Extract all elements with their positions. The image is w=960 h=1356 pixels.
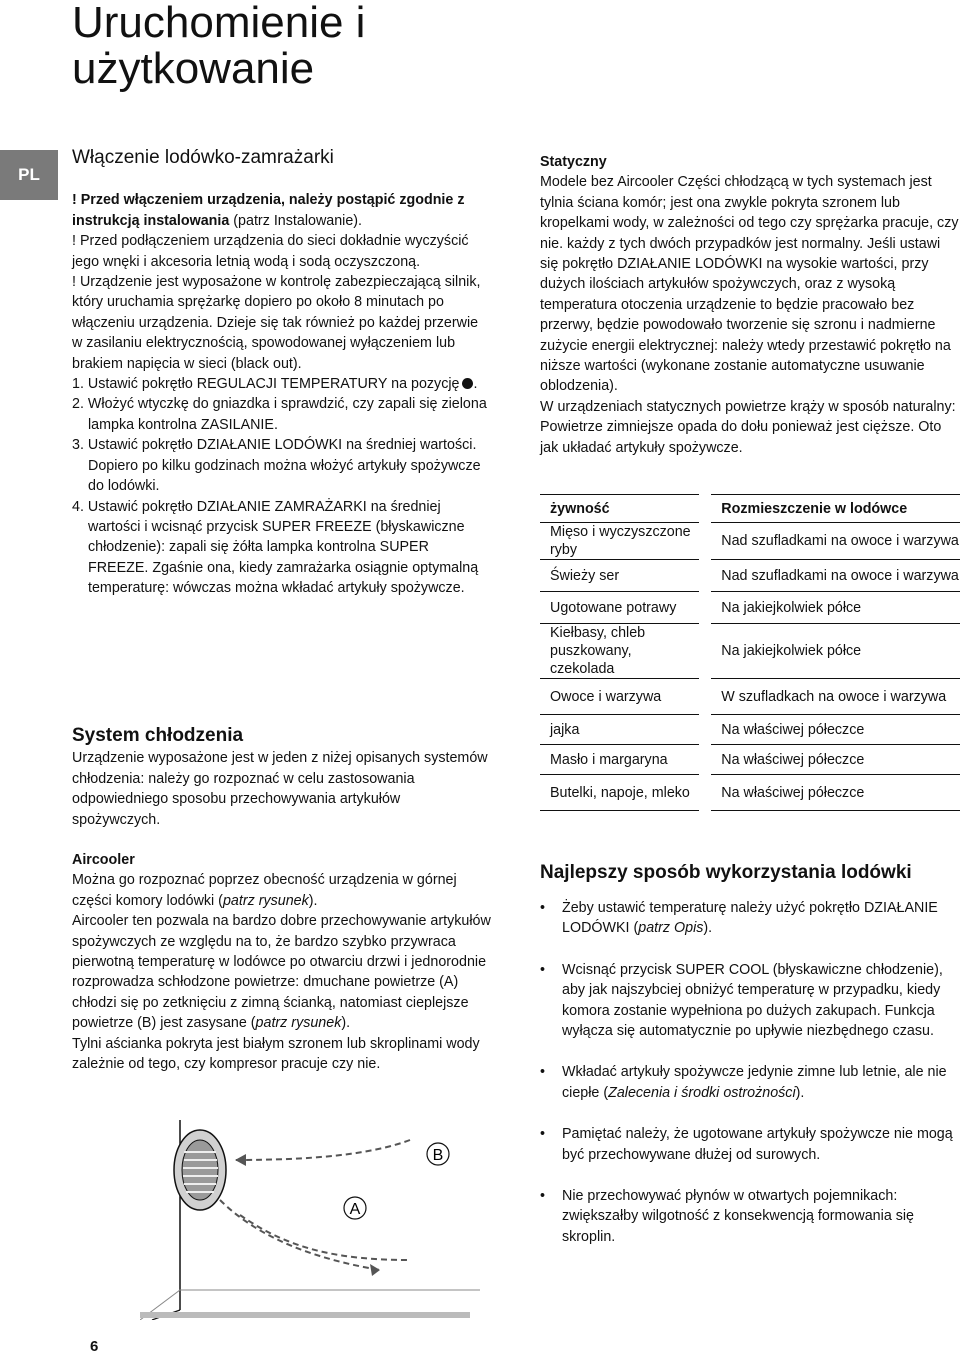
warning-clean: ! Przed podłączeniem urządzenia do sieci dokładnie wyczyścić jego wnęki i akcesoria letnią wodą i sodą oczyszczoną. — [72, 233, 469, 270]
step-3: 3. Ustawić pokrętło DZIAŁANIE LODÓWKI na średniej wartości. Dopiero po kilku godzinach można włożyć artykuły spożywcze do lodówki. — [72, 437, 481, 495]
table-cell-place: W szufladkach na owoce i warzywa — [711, 679, 960, 715]
static-heading: Statyczny — [540, 154, 607, 170]
aircooler-paragraph-1: Można go rozpoznać poprzez obecność urządzenia w górnej części komory lodówki (patrz rysunek). — [72, 872, 457, 909]
table-cell-food: Ugotowane potrawy — [540, 592, 699, 624]
food-table-wrapper — [540, 494, 960, 811]
arrow-head-a — [370, 1264, 380, 1276]
table-cell-place: Nad szufladkami na owoce i warzywa — [711, 523, 960, 560]
table-cell-place: Na jakiejkolwiek półce — [711, 592, 960, 624]
table-cell-place: Na jakiejkolwiek półce — [711, 624, 960, 679]
filled-circle-icon — [462, 378, 473, 389]
table-header-row — [540, 495, 960, 523]
table-row — [540, 745, 960, 775]
figure-label-b: B — [432, 1147, 444, 1164]
page-title-line2: użytkowanie — [72, 44, 315, 93]
page-number: 6 — [90, 1338, 99, 1355]
aircooler-paragraph-2: Aircooler ten pozwala na bardzo dobre przechowywanie artykułów spożywczych ze względu na to, że bardzo szybko przywraca pierwotną temperaturę w lodówce po otwarciu drzwi i jednorodnie rozprowadza schłodzone powietrze: dmuchane powietrze (A) chłodzi się po zetknięciu z zimną ścianką, natomiast cieplejsze powietrze (B) jest zasysane (patrz rysunek). — [72, 913, 491, 1032]
aircooler-figure — [140, 1120, 500, 1320]
airflow-arrow-a2 — [240, 1215, 410, 1260]
language-tab: PL — [0, 150, 58, 200]
step-4: 4. Ustawić pokrętło DZIAŁANIE ZAMRAŻARKI na średniej wartości i wcisnąć przycisk SUPER FREEZE (błyskawiczne chłodzenie): zapali się żółta lampka kontrolna SUPER FREEZE. Zgaśnie ona, kiedy zamrażarka osiągnie optymalną temperaturę: wówczas można wkładać artykuły spożywcze. — [72, 498, 479, 597]
cooling-system-section — [72, 726, 492, 830]
static-paragraph-1: Modele bez Aircooler Części chłodzącą w tych systemach jest tylnia ściana komór; jest ona zwykle pokryta szronem lub kropelkami wody, w zależności od tego czy sprężarka pracuje, czy nie. każdy z tych dwóch przypadków jest normalny. Jeśli ustawi się pokrętło DZIAŁANIE LODÓWKI na wysokie wartości, przy dużych ilościach artykułów spożywczych, oraz z wysoką temperatura otoczenia urządzenie to będzie pracowało bez przerwy, będzie powodowało tworzenie się szronu i nadmierne zużycie energii elektrycznej: należy wtedy przestawić pokrętło na niższe wartości (wykonane zostanie automatyczne usuwanie oblodzenia). — [540, 174, 959, 395]
table-cell-food: Kiełbasy, chleb puszkowany, czekolada — [540, 624, 699, 679]
section-heading-cooling: System chłodzenia — [72, 725, 244, 746]
fan-unit — [174, 1130, 226, 1210]
table-cell-place: Na właściwej półeczce — [711, 775, 960, 811]
airflow-arrow-b — [235, 1140, 410, 1160]
step-2: 2. Włożyć wtyczkę do gniazdka i sprawdzić, czy zapali się zielona lampka kontrolna ZASILANIE. — [72, 396, 487, 433]
table-cell-food: Owoce i warzywa — [540, 679, 699, 715]
table-header-food: żywność — [540, 495, 699, 523]
page-title-line1: Uruchomienie i — [72, 0, 366, 47]
aircooler-section — [72, 850, 492, 1074]
aircooler-heading: Aircooler — [72, 852, 135, 868]
table-cell-place: Na właściwej półeczce — [711, 745, 960, 775]
warning-install: ! Przed włączeniem urządzenia, należy postąpić zgodnie z instrukcją instalowania (patrz Instalowanie). — [72, 192, 465, 229]
table-cell-place: Na właściwej półeczce — [711, 715, 960, 745]
best-use-section — [540, 862, 960, 1268]
right-column-top — [540, 152, 960, 458]
list-item: • Wcisnąć przycisk SUPER COOL (błyskawiczne chłodzenie), aby jak najszybciej obniżyć temperaturę w przypadku, kiedy komora zostanie wypełniona po dużych zakupach. Funkcja wyłącza się automatycznie po upływie niezbędnego czasu. — [540, 960, 960, 1042]
table-row — [540, 560, 960, 592]
table-row — [540, 523, 960, 560]
food-placement-table — [540, 494, 960, 811]
page-title — [72, 0, 772, 92]
table-row — [540, 592, 960, 624]
tips-list — [540, 898, 960, 1247]
table-cell-food: jajka — [540, 715, 699, 745]
best-use-heading: Najlepszy sposób wykorzystania lodówki — [540, 862, 912, 883]
table-cell-food: Świeży ser — [540, 560, 699, 592]
table-row — [540, 775, 960, 811]
table-cell-place: Nad szufladkami na owoce i warzywa — [711, 560, 960, 592]
table-cell-food: Mięso i wyczyszczone ryby — [540, 523, 699, 560]
list-item: • Wkładać artykuły spożywcze jedynie zimne lub letnie, ale nie ciepłe (Zalecenia i środki ostrożności). — [540, 1062, 960, 1103]
step-1: 1. Ustawić pokrętło REGULACJI TEMPERATURY na pozycję . — [72, 376, 478, 393]
cooling-intro: Urządzenie wyposażone jest w jeden z niżej opisanych systemów chłodzenia: należy go rozpoznać w celu zastosowania odpowiedniego sposobu przechowywania artykułów spożywczych. — [72, 750, 488, 828]
figure-label-a: A — [349, 1201, 361, 1218]
table-row — [540, 624, 960, 679]
list-item: • Nie przechowywać płynów w otwartych pojemnikach: zwiększałby wilgotność z konsekwencją formowania się skroplin. — [540, 1186, 960, 1247]
list-item: • Żeby ustawić temperaturę należy użyć pokrętło DZIAŁANIE LODÓWKI (patrz Opis). — [540, 898, 960, 939]
warning-motor: ! Urządzenie jest wyposażone w kontrolę zabezpieczającą silnik, który uruchamia sprężarkę dopiero po około 8 minutach po włączeniu urządzenia. Dzieje się tak również po każdej przerwie w zasilaniu elektrycznością, spowodowanej wyłączeniem lub brakiem napięcia w sieci (black out). — [72, 274, 481, 372]
left-column-top — [72, 148, 492, 599]
list-item: • Pamiętać należy, że ugotowane artykuły spożywcze nie mogą być przechowywane dłużej od surowych. — [540, 1124, 960, 1165]
table-cell-food: Butelki, napoje, mleko — [540, 775, 699, 811]
arrow-head-b — [235, 1154, 246, 1166]
static-paragraph-2: W urządzeniach statycznych powietrze krąży w sposób naturalny: Powietrze zimniejsze opada do dołu ponieważ jest cięższe. Oto jak układać artykuły spożywcze. — [540, 398, 956, 456]
table-row — [540, 679, 960, 715]
section-heading-switch-on: Włączenie lodówko-zamrażarki — [72, 147, 334, 168]
table-cell-food: Masło i margaryna — [540, 745, 699, 775]
table-header-place: Rozmieszczenie w lodówce — [711, 495, 960, 523]
table-row — [540, 715, 960, 745]
aircooler-paragraph-3: Tylni aścianka pokryta jest białym szronem lub skroplinami wody zależnie od tego, czy kompresor pracuje czy nie. — [72, 1035, 480, 1073]
